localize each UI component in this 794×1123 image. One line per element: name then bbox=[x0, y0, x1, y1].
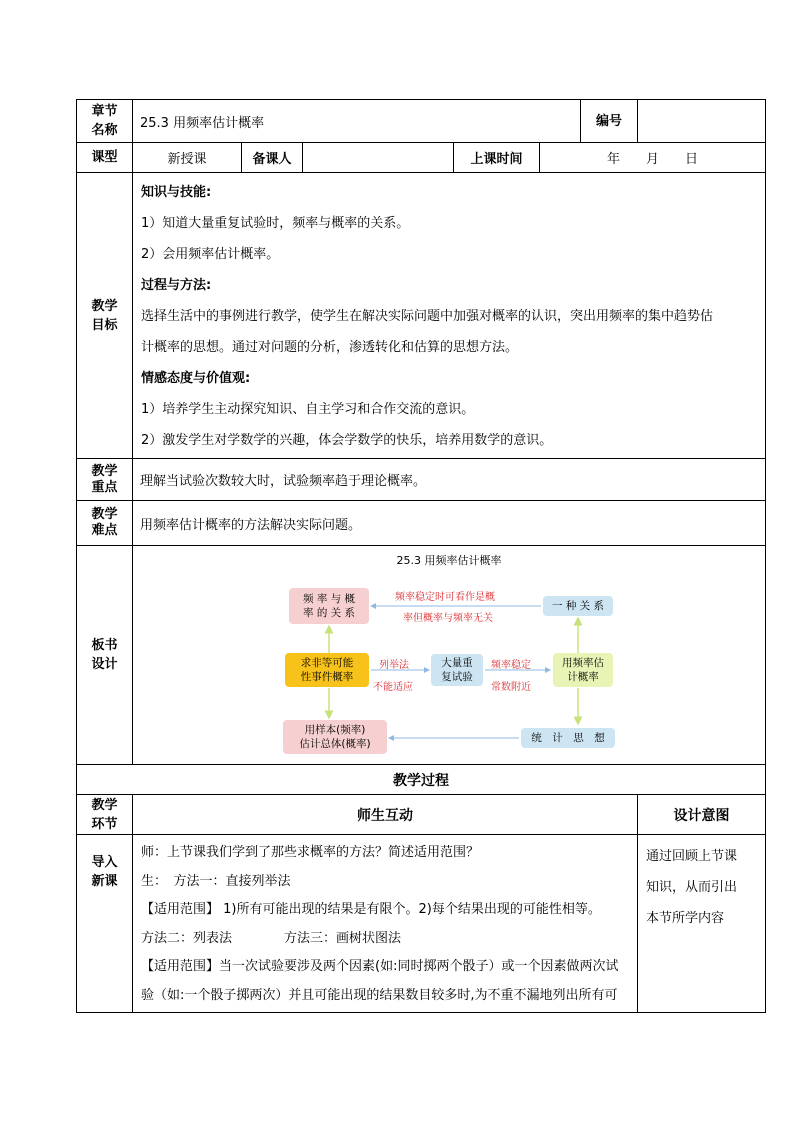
preparer-label: 备课人 bbox=[242, 143, 303, 173]
goals-label: 教学 目标 bbox=[77, 173, 133, 459]
goal-line: 选择生活中的事例进行教学，使学生在解决实际问题中加强对概率的认识，突出用频率的集中趋势估 bbox=[141, 309, 714, 324]
chapter-value: 25.3 用频率估计概率 bbox=[133, 100, 581, 143]
difficulty-text: 用频率估计概率的方法解决实际问题。 bbox=[133, 501, 766, 546]
intro-stage: 导入 新课 bbox=[77, 835, 133, 1013]
preparer-value bbox=[303, 143, 454, 173]
intro-row bbox=[77, 835, 766, 1013]
diagram-canvas bbox=[133, 546, 765, 764]
goals-lines bbox=[141, 177, 757, 456]
edge-label-top-1: 频率稳定时可看作是概 bbox=[395, 592, 495, 603]
intro-lines bbox=[141, 839, 631, 1010]
intent-lines bbox=[646, 841, 761, 934]
process-line: 方法二：列表法 方法三：画树状图法 bbox=[141, 930, 402, 946]
diagram-title: 25.3 用频率估计概率 bbox=[396, 554, 502, 567]
goal-line: 2）会用频率估计概率。 bbox=[141, 247, 280, 262]
number-value bbox=[638, 100, 766, 143]
node-estimate: 用频率估 计概率 bbox=[553, 653, 613, 687]
process-title-row bbox=[77, 765, 766, 795]
edge-label-freq-stable: 频率稳定 bbox=[491, 660, 531, 671]
time-value: 年 月 日 bbox=[540, 143, 766, 173]
process-header-row bbox=[77, 795, 766, 835]
key-point-text: 理解当试验次数较大时，试验频率趋于理论概率。 bbox=[133, 459, 766, 501]
node-non-equal: 求非等可能 性事件概率 bbox=[285, 653, 369, 687]
edge-label-top-2: 率但概率与频率无关 bbox=[403, 613, 493, 624]
process-line: 师：上节课我们学到了那些求概率的方法？简述适用范围？ bbox=[141, 845, 480, 860]
node-freq-prob: 频 率 与 概 率 的 关 系 bbox=[289, 588, 369, 624]
goal-line: 计概率的思想。通过对问题的分析，渗透转化和估算的思想方法。 bbox=[141, 340, 519, 355]
type-row bbox=[77, 143, 766, 173]
goals-content bbox=[133, 173, 766, 459]
stage-header: 教学 环节 bbox=[77, 795, 133, 835]
goal-heading: 知识与技能: bbox=[141, 185, 212, 200]
key-point-row bbox=[77, 459, 766, 501]
intro-content bbox=[133, 835, 638, 1013]
type-label: 课型 bbox=[77, 143, 133, 173]
edge-label-near-const: 常数附近 bbox=[491, 682, 531, 693]
intent-header: 设计意图 bbox=[638, 795, 766, 835]
process-line: 验（如:一个骰子掷两次）并且可能出现的结果数目较多时,为不重不漏地列出所有可 bbox=[141, 987, 618, 1003]
number-label: 编号 bbox=[581, 100, 638, 143]
board-diagram bbox=[133, 546, 766, 765]
goal-heading: 过程与方法: bbox=[141, 278, 212, 293]
difficulty-label: 教学 难点 bbox=[77, 501, 133, 546]
edge-label-list-method: 列举法 bbox=[379, 660, 409, 671]
node-repeat: 大量重 复试验 bbox=[431, 654, 483, 686]
difficulty-row bbox=[77, 501, 766, 546]
chapter-label: 章节 名称 bbox=[77, 100, 133, 143]
lesson-plan-table bbox=[76, 99, 766, 1013]
process-title: 教学过程 bbox=[77, 765, 766, 795]
board-label: 板书 设计 bbox=[77, 546, 133, 765]
intent-line: 本节所学内容 bbox=[646, 911, 725, 926]
key-point-label: 教学 重点 bbox=[77, 459, 133, 501]
board-row bbox=[77, 546, 766, 765]
goal-line: 2）激发学生对学数学的兴趣，体会学数学的快乐，培养用数学的意识。 bbox=[141, 433, 553, 448]
goal-line: 1）培养学生主动探究知识、自主学习和合作交流的意识。 bbox=[141, 402, 475, 417]
intro-intent bbox=[638, 835, 766, 1013]
node-sample: 用样本(频率) 估计总体(概率) bbox=[283, 720, 387, 754]
intent-line: 通过回顾上节课 bbox=[646, 849, 738, 864]
goals-row bbox=[77, 173, 766, 459]
process-line: 【适用范围】 1)所有可能出现的结果是有限个。2)每个结果出现的可能性相等。 bbox=[141, 902, 601, 917]
interaction-header: 师生互动 bbox=[133, 795, 638, 835]
edge-label-not-fit: 不能适应 bbox=[373, 682, 413, 693]
node-relation: 一 种 关 系 bbox=[543, 596, 613, 616]
process-line: 生： 方法一：直接列举法 bbox=[141, 873, 291, 889]
goal-line: 1）知道大量重复试验时，频率与概率的关系。 bbox=[141, 216, 410, 231]
node-statistics: 统 计 思 想 bbox=[521, 728, 615, 748]
goal-heading: 情感态度与价值观: bbox=[141, 371, 251, 386]
intent-line: 知识，从而引出 bbox=[646, 880, 738, 895]
process-line: 【适用范围】当一次试验要涉及两个因素(如:同时掷两个骰子）或一个因素做两次试 bbox=[141, 959, 619, 974]
type-value: 新授课 bbox=[133, 143, 242, 173]
chapter-row bbox=[77, 100, 766, 143]
time-label: 上课时间 bbox=[454, 143, 540, 173]
